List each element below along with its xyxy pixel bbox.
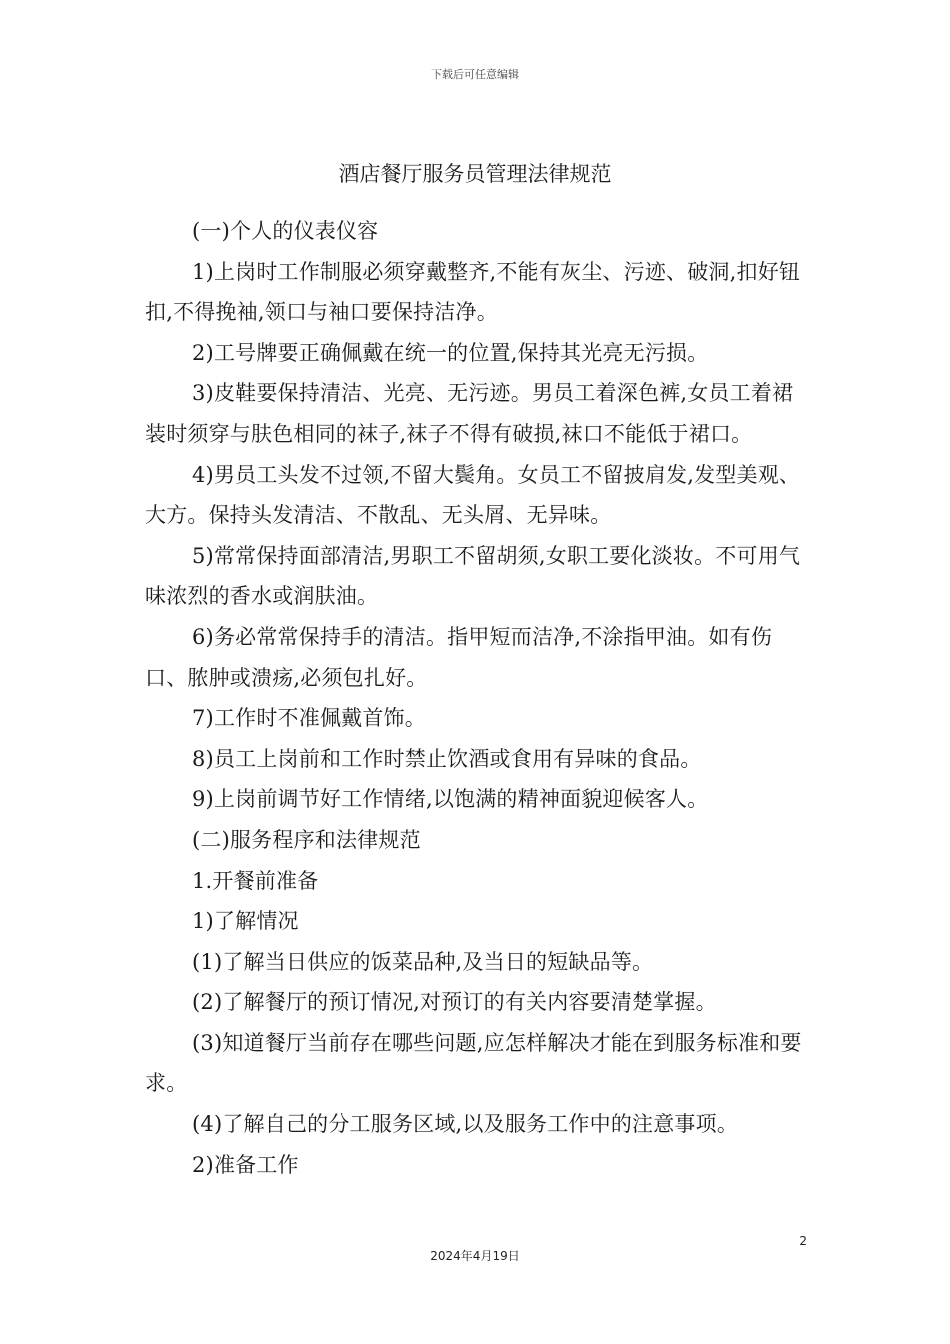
paragraph: (一)个人的仪表仪容: [192, 219, 379, 243]
paragraph: (1)了解当日供应的饭菜品种,及当日的短缺品等。: [192, 949, 654, 974]
paragraph: (3)知道餐厅当前存在哪些问题,应怎样解决才能在到服务标准和要求。: [145, 1030, 802, 1096]
document-body: [145, 211, 805, 1185]
paragraph: 8)员工上岗前和工作时禁止饮酒或食用有异味的食品。: [192, 746, 702, 771]
paragraph: 1)上岗时工作制服必须穿戴整齐,不能有灰尘、污迹、破洞,扣好钮扣,不得挽袖,领口与袖口要保持洁净。: [145, 259, 801, 325]
paragraph: 6)务必常常保持手的清洁。指甲短而洁净,不涂指甲油。如有伤口、脓肿或溃疡,必须包扎好。: [145, 624, 773, 690]
paragraph: 4)男员工头发不过领,不留大鬓角。女员工不留披肩发,发型美观、大方。保持头发清洁、不散乱、无头屑、无异味。: [145, 462, 801, 528]
paragraph: 1)了解情况: [192, 909, 299, 934]
section-heading: (二)服务程序和法律规范: [192, 827, 421, 852]
page-number: 2: [799, 1234, 807, 1248]
paragraph: (2)了解餐厅的预订情况,对预订的有关内容要清楚掌握。: [192, 990, 717, 1015]
page-footer-date: 2024年4月19日: [430, 1249, 520, 1263]
paragraph: 2)工号牌要正确佩戴在统一的位置,保持其光亮无污损。: [192, 340, 709, 365]
paragraph: 5)常常保持面部清洁,男职工不留胡须,女职工要化淡妆。不可用气味浓烈的香水或润肤油。: [145, 543, 801, 609]
paragraph: 9)上岗前调节好工作情绪,以饱满的精神面貌迎候客人。: [192, 787, 709, 812]
paragraph: (4)了解自己的分工服务区域,以及服务工作中的注意事项。: [192, 1112, 739, 1137]
document-title: 酒店餐厅服务员管理法律规范: [338, 162, 612, 186]
paragraph: 2)准备工作: [192, 1152, 299, 1177]
subsection-heading: 1.开餐前准备: [192, 868, 319, 893]
page-header: 下载后可任意编辑: [431, 68, 519, 81]
paragraph: 3)皮鞋要保持清洁、光亮、无污迹。男员工着深色裤,女员工着裙装时须穿与肤色相同的袜子,袜子不得有破损,袜口不能低于裙口。: [145, 381, 794, 446]
paragraph: 7)工作时不准佩戴首饰。: [192, 706, 426, 731]
